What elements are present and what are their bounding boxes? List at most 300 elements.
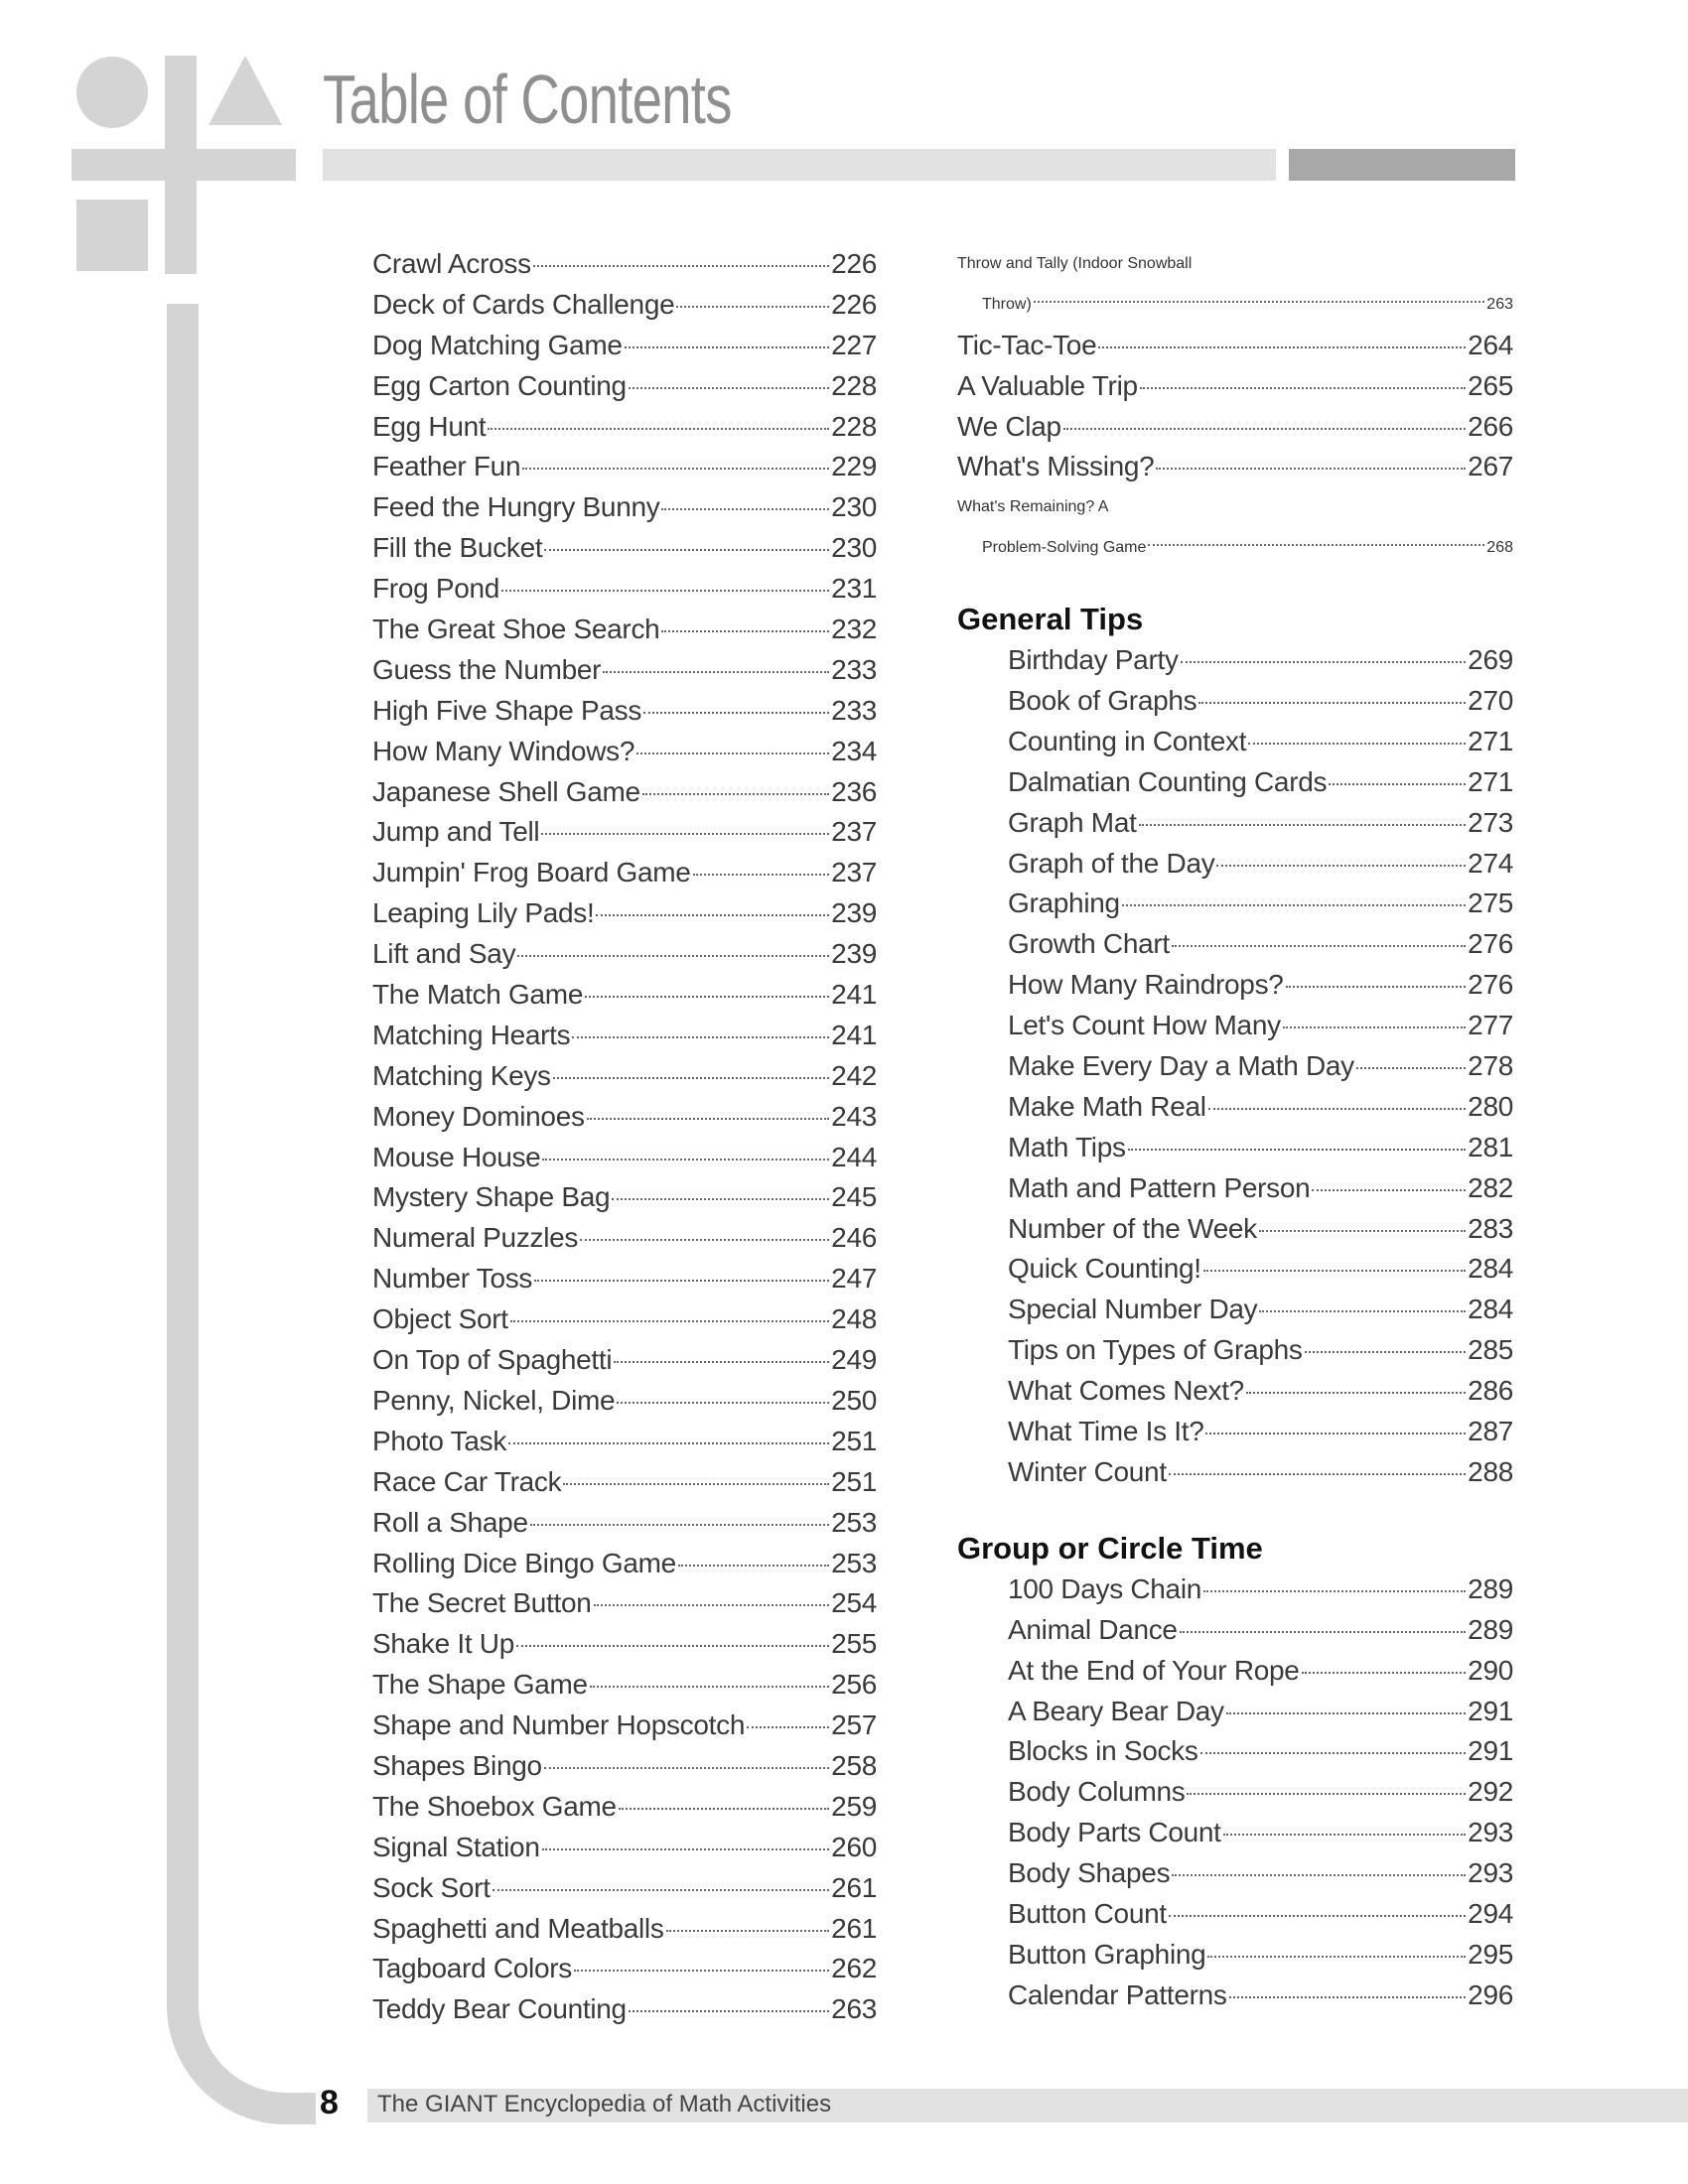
toc-entry[interactable] — [372, 975, 877, 1016]
toc-entry-page: 263 — [831, 1993, 877, 2025]
toc-entry-page: 287 — [1468, 1416, 1513, 1447]
toc-entry[interactable] — [957, 1570, 1513, 1610]
toc-entry-page: 237 — [831, 816, 877, 848]
dot-leader — [508, 1441, 829, 1444]
dot-leader — [1329, 782, 1466, 785]
toc-entry[interactable] — [957, 1731, 1513, 1772]
dot-leader — [544, 1766, 829, 1769]
dot-leader — [1226, 1711, 1466, 1714]
toc-entry[interactable] — [372, 853, 877, 893]
dot-leader — [617, 1401, 829, 1404]
toc-entry[interactable] — [372, 407, 877, 448]
toc-entry-page: 292 — [1468, 1776, 1513, 1808]
toc-entry[interactable] — [957, 1935, 1513, 1976]
toc-entry[interactable] — [957, 487, 1513, 569]
dot-leader — [541, 832, 829, 835]
toc-entry-title: Let's Count How Many — [1008, 1010, 1281, 1041]
toc-entry-title: Spaghetti and Meatballs — [372, 1912, 664, 1944]
toc-entry-title: Winter Count — [1008, 1455, 1167, 1487]
dot-leader — [492, 1888, 829, 1891]
toc-entry-page: 271 — [1468, 765, 1513, 797]
section-heading-general-tips: General Tips — [957, 602, 1144, 637]
toc-entry-page: 284 — [1468, 1294, 1513, 1325]
toc-entry-title: Body Columns — [1008, 1776, 1186, 1808]
toc-entry[interactable] — [957, 681, 1513, 722]
toc-entry[interactable] — [372, 1868, 877, 1909]
toc-entry[interactable] — [372, 569, 877, 610]
toc-entry-title: At the End of Your Rope — [1008, 1654, 1300, 1686]
toc-entry-page: 261 — [831, 1912, 877, 1944]
toc-entry-title: Number of the Week — [1008, 1212, 1257, 1244]
toc-entry-page: 265 — [1468, 369, 1513, 401]
toc-entry-page: 226 — [831, 288, 877, 320]
toc-entry-title: Lift and Say — [372, 938, 516, 970]
toc-entry-title: Sock Sort — [372, 1871, 491, 1903]
toc-entry[interactable] — [372, 1177, 877, 1218]
toc-entry[interactable] — [957, 844, 1513, 885]
toc-entry-title: Deck of Cards Challenge — [372, 288, 675, 320]
toc-entry[interactable] — [957, 803, 1513, 844]
toc-entry[interactable] — [957, 1651, 1513, 1692]
horizontal-bar-decoration — [71, 149, 296, 181]
toc-entry-page: 275 — [1468, 887, 1513, 919]
toc-entry[interactable] — [372, 1787, 877, 1828]
dot-leader — [1203, 1269, 1466, 1272]
dot-leader — [563, 1482, 829, 1485]
toc-entry[interactable] — [372, 650, 877, 691]
dot-leader — [534, 1279, 829, 1282]
toc-entry[interactable] — [957, 1772, 1513, 1813]
toc-entry-title: High Five Shape Pass — [372, 694, 642, 726]
toc-entry[interactable] — [957, 884, 1513, 924]
dot-leader — [1140, 386, 1466, 389]
toc-entry-page: 277 — [1468, 1010, 1513, 1041]
toc-entry[interactable] — [957, 1209, 1513, 1250]
toc-entry-title: Matching Hearts — [372, 1019, 571, 1050]
toc-entry-page: 280 — [1468, 1090, 1513, 1122]
toc-entry-title: Math Tips — [1008, 1131, 1126, 1162]
dot-leader — [612, 1197, 829, 1200]
dot-leader — [678, 1564, 829, 1567]
toc-entry-title: Tic-Tac-Toe — [957, 329, 1097, 360]
toc-entry-title: A Beary Bear Day — [1008, 1695, 1224, 1726]
toc-entry-page: 291 — [1468, 1735, 1513, 1767]
margin-curve-decoration — [167, 304, 316, 2124]
dot-leader — [596, 913, 829, 916]
toc-entry[interactable] — [957, 407, 1513, 448]
toc-entry-page: 231 — [831, 573, 877, 605]
page-title: Table of Contents — [323, 61, 732, 138]
toc-entry-page: 233 — [831, 653, 877, 685]
toc-entry-page: 241 — [831, 1019, 877, 1050]
dot-leader — [1229, 1995, 1467, 1998]
dot-leader — [642, 792, 829, 795]
toc-entry-title: Body Shapes — [1008, 1857, 1171, 1889]
dot-leader — [1259, 1229, 1466, 1232]
toc-entry[interactable] — [372, 1299, 877, 1340]
toc-entry-title: Button Count — [1008, 1897, 1167, 1929]
toc-entry-title: Money Dominoes — [372, 1100, 585, 1132]
toc-entry-page: 274 — [1468, 847, 1513, 879]
toc-entry-title: The Shoebox Game — [372, 1790, 617, 1822]
toc-entry-page: 285 — [1468, 1334, 1513, 1366]
toc-entry-page: 241 — [831, 979, 877, 1011]
toc-entry-title: The Great Shoe Search — [372, 614, 660, 645]
dot-leader — [747, 1725, 829, 1728]
dot-leader — [1246, 1391, 1466, 1394]
toc-entry-title: Object Sort — [372, 1303, 508, 1335]
toc-entry-page: 293 — [1468, 1817, 1513, 1848]
toc-entry[interactable] — [957, 1087, 1513, 1128]
toc-entry-page: 239 — [831, 897, 877, 929]
toc-entry-title: Growth Chart — [1008, 928, 1170, 960]
dot-leader — [603, 670, 829, 673]
dot-leader — [1169, 1472, 1466, 1475]
toc-entry-title: The Secret Button — [372, 1587, 592, 1619]
dot-leader — [516, 1644, 829, 1647]
toc-entry-page: 243 — [831, 1100, 877, 1132]
toc-entry-page: 256 — [831, 1669, 877, 1701]
toc-entry-title: Leaping Lily Pads! — [372, 897, 595, 929]
toc-entry-page: 249 — [831, 1344, 877, 1376]
toc-entry[interactable] — [372, 366, 877, 407]
toc-entry-title: Egg Hunt — [372, 410, 487, 442]
toc-entry[interactable] — [957, 447, 1513, 487]
toc-entry-page: 291 — [1468, 1695, 1513, 1726]
toc-entry[interactable] — [957, 1290, 1513, 1330]
toc-entry[interactable] — [957, 1610, 1513, 1651]
toc-entry[interactable] — [372, 934, 877, 975]
toc-entry-page: 259 — [831, 1790, 877, 1822]
dot-leader — [1208, 1107, 1467, 1110]
toc-entry-title: Calendar Patterns — [1008, 1979, 1227, 2010]
dot-leader — [553, 1076, 829, 1079]
toc-entry[interactable] — [372, 1422, 877, 1462]
toc-entry[interactable] — [957, 244, 1513, 326]
dot-leader — [1259, 1309, 1466, 1312]
dot-leader — [1148, 544, 1484, 546]
book-title: The GIANT Encyclopedia of Math Activities — [377, 2091, 832, 2117]
toc-entry-page: 234 — [831, 735, 877, 766]
toc-entry[interactable] — [372, 732, 877, 772]
toc-entry-page: 282 — [1468, 1171, 1513, 1203]
dot-leader — [1172, 1873, 1466, 1876]
toc-entry-page: 228 — [831, 369, 877, 401]
toc-entry[interactable] — [372, 1259, 877, 1299]
toc-entry[interactable] — [372, 1218, 877, 1259]
dot-leader — [629, 386, 829, 389]
toc-entry-page: 286 — [1468, 1375, 1513, 1407]
dot-leader — [594, 1603, 830, 1606]
title-underline-bar — [323, 149, 1276, 181]
dot-leader — [1128, 1148, 1466, 1151]
toc-entry-title: The Match Game — [372, 979, 584, 1011]
toc-entry[interactable] — [372, 1016, 877, 1056]
toc-entry-page: 236 — [831, 775, 877, 807]
toc-entry[interactable] — [372, 244, 877, 285]
toc-entry-title: Dog Matching Game — [372, 329, 623, 360]
toc-entry-title: Guess the Number — [372, 653, 602, 685]
toc-entry-title: What's Missing? — [957, 451, 1155, 482]
toc-entry-title: The Shape Game — [372, 1669, 588, 1701]
toc-entry-title: Jumpin' Frog Board Game — [372, 857, 691, 888]
toc-entry-title: Shapes Bingo — [372, 1749, 542, 1781]
circle-decoration — [76, 57, 148, 128]
toc-entry[interactable] — [372, 1989, 877, 2030]
toc-entry-page: 229 — [831, 451, 877, 482]
toc-entry[interactable] — [372, 1503, 877, 1544]
toc-entry-title: What Time Is It? — [1008, 1416, 1204, 1447]
dot-leader — [488, 427, 829, 430]
toc-entry-page: 247 — [831, 1263, 877, 1295]
toc-entry-title: Body Parts Count — [1008, 1817, 1221, 1848]
toc-entry-title: Crawl Across — [372, 248, 531, 279]
toc-entry-title: Shake It Up — [372, 1628, 515, 1660]
toc-entry-page: 289 — [1468, 1572, 1513, 1604]
toc-entry-page: 276 — [1468, 928, 1513, 960]
dot-leader — [1312, 1188, 1466, 1191]
toc-entry[interactable] — [372, 1381, 877, 1422]
toc-entry[interactable] — [372, 1909, 877, 1950]
dot-leader — [1063, 427, 1466, 430]
toc-entry-page: 226 — [831, 248, 877, 279]
toc-entry-title: Graphing — [1008, 887, 1120, 919]
toc-entry[interactable] — [372, 893, 877, 934]
toc-entry[interactable] — [957, 1452, 1513, 1493]
section-heading-group-circle-time: Group or Circle Time — [957, 1530, 1263, 1566]
toc-entry-page: 276 — [1468, 969, 1513, 1001]
toc-entry-page: 296 — [1468, 1979, 1513, 2010]
toc-entry-page: 262 — [831, 1953, 877, 1984]
dot-leader — [629, 2009, 829, 2012]
toc-entry[interactable] — [372, 1097, 877, 1138]
toc-entry[interactable] — [372, 1624, 877, 1665]
toc-entry[interactable] — [372, 1746, 877, 1787]
page-number: 8 — [320, 2084, 339, 2121]
toc-entry[interactable] — [957, 1976, 1513, 2016]
toc-entry[interactable] — [372, 1706, 877, 1746]
toc-entry[interactable] — [372, 1138, 877, 1178]
toc-entry[interactable] — [957, 1168, 1513, 1209]
toc-entry-title: Throw and Tally (Indoor Snowball — [957, 255, 1193, 272]
toc-entry[interactable] — [372, 1665, 877, 1706]
toc-entry[interactable] — [957, 1412, 1513, 1452]
dot-leader — [636, 751, 829, 754]
toc-entry-page: 294 — [1468, 1897, 1513, 1929]
toc-entry-title: Feed the Hungry Bunny — [372, 491, 660, 523]
toc-entry[interactable] — [372, 326, 877, 366]
toc-entry-title: Graph Mat — [1008, 806, 1137, 838]
toc-entry-title: Tips on Types of Graphs — [1008, 1334, 1303, 1366]
toc-entry-page: 245 — [831, 1181, 877, 1213]
dot-leader — [1169, 1914, 1466, 1917]
dot-leader — [1223, 1833, 1467, 1836]
toc-entry-title: Animal Dance — [1008, 1613, 1178, 1645]
toc-entry[interactable] — [372, 1056, 877, 1097]
toc-entry-title: Roll a Shape — [372, 1506, 528, 1538]
toc-entry-title: Make Math Real — [1008, 1090, 1206, 1122]
toc-entry[interactable] — [372, 1462, 877, 1503]
toc-entry-page: 263 — [1486, 295, 1513, 313]
dot-leader — [614, 1360, 829, 1363]
dot-leader — [661, 629, 829, 632]
toc-entry-page: 251 — [831, 1465, 877, 1497]
dot-leader — [625, 345, 829, 348]
toc-entry[interactable] — [372, 1544, 877, 1584]
dot-leader — [1122, 903, 1466, 906]
toc-entry-title: Math and Pattern Person — [1008, 1171, 1311, 1203]
toc-entry-page: 242 — [831, 1059, 877, 1091]
toc-entry-title: Fill the Bucket — [372, 532, 543, 564]
toc-entry-title: Dalmatian Counting Cards — [1008, 765, 1328, 797]
toc-entry-page: 248 — [831, 1303, 877, 1335]
toc-entry-title: Numeral Puzzles — [372, 1222, 579, 1254]
toc-entry-page: 271 — [1468, 725, 1513, 756]
toc-entry-title: How Many Raindrops? — [1008, 969, 1284, 1001]
toc-entry[interactable] — [957, 1853, 1513, 1894]
toc-entry[interactable] — [957, 1692, 1513, 1732]
toc-entry[interactable] — [957, 965, 1513, 1006]
toc-entry[interactable] — [957, 1128, 1513, 1168]
toc-entry[interactable] — [372, 447, 877, 487]
toc-entry[interactable] — [957, 326, 1513, 366]
toc-entry[interactable] — [957, 640, 1513, 681]
toc-entry-title: We Clap — [957, 410, 1061, 442]
toc-entry-page: 281 — [1468, 1131, 1513, 1162]
toc-entry-page: 284 — [1468, 1253, 1513, 1285]
toc-entry-title: Frog Pond — [372, 573, 500, 605]
toc-entry-title: Japanese Shell Game — [372, 775, 640, 807]
dot-leader — [666, 1929, 830, 1932]
toc-entry-page: 254 — [831, 1587, 877, 1619]
dot-leader — [1180, 1630, 1466, 1633]
toc-entry[interactable] — [957, 1813, 1513, 1853]
dot-leader — [590, 1685, 829, 1688]
dot-leader — [1098, 345, 1466, 348]
toc-entry-page: 233 — [831, 694, 877, 726]
toc-entry[interactable] — [957, 762, 1513, 803]
toc-entry[interactable] — [957, 1330, 1513, 1371]
toc-entry[interactable] — [372, 1949, 877, 1989]
toc-entry[interactable] — [957, 1249, 1513, 1290]
toc-entry-title: Blocks in Socks — [1008, 1735, 1198, 1767]
dot-leader — [585, 995, 829, 998]
dot-leader — [661, 507, 829, 510]
toc-entry-title: Rolling Dice Bingo Game — [372, 1547, 676, 1578]
dot-leader — [1305, 1350, 1467, 1353]
toc-entry-page: 260 — [831, 1831, 877, 1862]
dot-leader — [1172, 944, 1466, 947]
toc-entry-page: 293 — [1468, 1857, 1513, 1889]
toc-entry-page: 230 — [831, 532, 877, 564]
dot-leader — [1248, 742, 1466, 745]
toc-entry-title: Race Car Track — [372, 1465, 562, 1497]
toc-entry-title: Feather Fun — [372, 451, 521, 482]
toc-entry-title: Number Toss — [372, 1263, 533, 1295]
toc-entry[interactable] — [372, 1828, 877, 1868]
toc-entry-title: What's Remaining? A — [957, 498, 1109, 516]
dot-leader — [530, 1523, 829, 1526]
toc-entry[interactable] — [372, 610, 877, 650]
toc-entry[interactable] — [957, 1046, 1513, 1087]
toc-left-column — [372, 244, 877, 2030]
dot-leader — [1216, 864, 1466, 867]
toc-entry[interactable] — [372, 772, 877, 813]
toc-entry-title: Counting in Context — [1008, 725, 1247, 756]
toc-entry-title-cont: Problem-Solving Game — [982, 539, 1147, 557]
toc-entry[interactable] — [957, 924, 1513, 965]
toc-entry-title: A Valuable Trip — [957, 369, 1138, 401]
dot-leader — [517, 954, 829, 957]
dot-leader — [510, 1319, 829, 1322]
toc-entry-page: 273 — [1468, 806, 1513, 838]
toc-entry-title: Mystery Shape Bag — [372, 1181, 611, 1213]
toc-entry-title: Shape and Number Hopscotch — [372, 1709, 746, 1741]
toc-entry-title: On Top of Spaghetti — [372, 1344, 613, 1376]
toc-entry[interactable] — [372, 1340, 877, 1381]
toc-entry[interactable] — [957, 1894, 1513, 1935]
toc-entry[interactable] — [372, 528, 877, 569]
toc-entry-page: 246 — [831, 1222, 877, 1254]
dot-leader — [643, 711, 829, 714]
dot-leader — [542, 1847, 830, 1850]
toc-entry-page: 244 — [831, 1141, 877, 1172]
dot-leader — [1356, 1066, 1466, 1069]
dot-leader — [1181, 660, 1467, 663]
toc-entry-page: 253 — [831, 1506, 877, 1538]
toc-entry-title: Birthday Party — [1008, 644, 1179, 676]
toc-entry[interactable] — [957, 1371, 1513, 1412]
toc-entry-title: Make Every Day a Math Day — [1008, 1050, 1354, 1082]
toc-entry-page: 227 — [831, 329, 877, 360]
toc-entry-page: 268 — [1486, 539, 1513, 557]
dot-leader — [1187, 1792, 1466, 1795]
toc-entry-page: 264 — [1468, 329, 1513, 360]
dot-leader — [676, 305, 829, 308]
toc-entry-title: Egg Carton Counting — [372, 369, 627, 401]
toc-entry-title: Special Number Day — [1008, 1294, 1258, 1325]
dot-leader — [1034, 301, 1485, 303]
toc-entry[interactable] — [372, 812, 877, 853]
toc-entry-title: 100 Days Chain — [1008, 1572, 1202, 1604]
toc-entry[interactable] — [957, 366, 1513, 407]
toc-entry-page: 257 — [831, 1709, 877, 1741]
title-accent-bar — [1289, 149, 1515, 181]
toc-entry-title: Graph of the Day — [1008, 847, 1215, 879]
dot-leader — [574, 1969, 829, 1972]
toc-entry[interactable] — [372, 691, 877, 732]
toc-entry[interactable] — [372, 487, 877, 528]
dot-leader — [1207, 1955, 1466, 1958]
toc-entry-title: Book of Graphs — [1008, 685, 1197, 717]
toc-entry-title: Photo Task — [372, 1425, 507, 1456]
toc-entry-page: 290 — [1468, 1654, 1513, 1686]
toc-entry[interactable] — [372, 285, 877, 326]
toc-entry-page: 258 — [831, 1749, 877, 1781]
toc-entry-title: What Comes Next? — [1008, 1375, 1244, 1407]
toc-entry-page: 253 — [831, 1547, 877, 1578]
toc-entry-title: Quick Counting! — [1008, 1253, 1201, 1285]
toc-entry-page: 251 — [831, 1425, 877, 1456]
toc-entry[interactable] — [957, 1006, 1513, 1046]
toc-entry-title: Teddy Bear Counting — [372, 1993, 627, 2025]
toc-entry-page: 239 — [831, 938, 877, 970]
toc-entry-page: 237 — [831, 857, 877, 888]
toc-entry[interactable] — [372, 1583, 877, 1624]
dot-leader — [1205, 1432, 1466, 1434]
toc-entry[interactable] — [957, 722, 1513, 762]
dot-leader — [1283, 1025, 1466, 1028]
